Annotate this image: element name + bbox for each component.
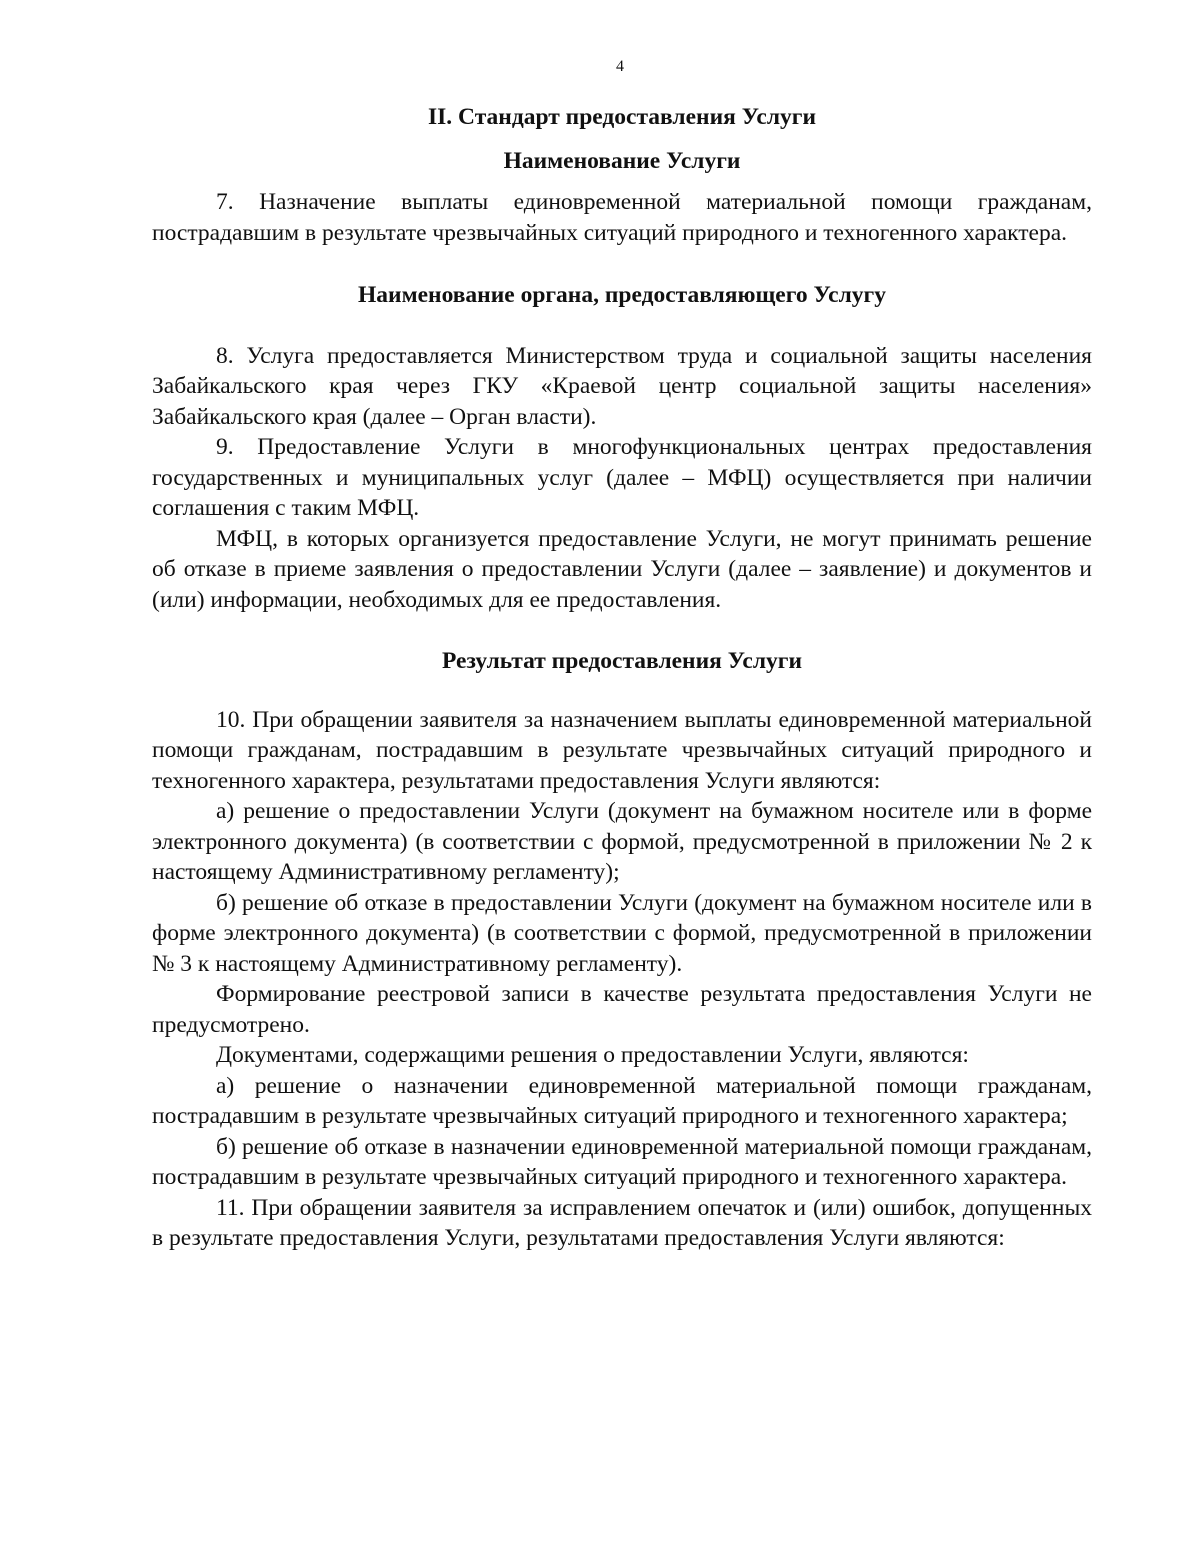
paragraph-8: 8. Услуга предоставляется Министерством труда и социальной защиты населения Забайкальского края через ГКУ «Краевой центр социальной защиты населения» Забайкальского края (далее – Орган власти). xyxy=(152,342,1092,430)
paragraph-10: 10. При обращении заявителя за назначением выплаты единовременной материальной помощи гражданам, пострадавшим в результате чрезвычайных ситуаций природного и техногенного характера, результатами предоставления Услуги являются: xyxy=(152,706,1092,794)
paragraph-documents-a: а) решение о назначении единовременной материальной помощи гражданам, пострадавшим в результате чрезвычайных ситуаций природного и техногенного характера; xyxy=(152,1072,1092,1129)
paragraph-10-b: б) решение об отказе в предоставлении Услуги (документ на бумажном носителе или в форме электронного документа) (в соответствии с формой, предусмотренной в приложении № 3 к настоящему Административному регламенту). xyxy=(152,889,1092,977)
subsection-heading-authority: Наименование органа, предоставляющего Услугу xyxy=(358,282,886,308)
subsection-heading-service-name: Наименование Услуги xyxy=(503,147,741,174)
paragraph-10-a: а) решение о предоставлении Услуги (документ на бумажном носителе или в форме электронного документа) (в соответствии с формой, предусмотренной в приложении № 2 к настоящему Административному регламенту); xyxy=(152,798,1092,885)
paragraph-7: 7. Назначение выплаты единовременной материальной помощи гражданам, пострадавшим в результате чрезвычайных ситуаций природного и техногенного характера. xyxy=(152,189,1092,246)
paragraph-mfc: МФЦ, в которых организуется предоставление Услуги, не могут принимать решение об отказе в приеме заявления о предоставлении Услуги (далее – заявление) и документов и (или) информации, необходимых для ее предоставления. xyxy=(152,525,1092,613)
section-title: II. Стандарт предоставления Услуги xyxy=(428,104,816,130)
page-number: 4 xyxy=(616,58,624,75)
paragraph-11: 11. При обращении заявителя за исправлением опечаток и (или) ошибок, допущенных в результате предоставления Услуги, результатами предоставления Услуги являются: xyxy=(152,1194,1092,1251)
paragraph-documents-b: б) решение об отказе в назначении единовременной материальной помощи гражданам, пострадавшим в результате чрезвычайных ситуаций природного и техногенного характера. xyxy=(152,1133,1092,1190)
paragraph-registry: Формирование реестровой записи в качестве результата предоставления Услуги не предусмотрено. xyxy=(152,981,1092,1038)
paragraph-documents: Документами, содержащими решения о предоставлении Услуги, являются: xyxy=(216,1042,969,1068)
subsection-heading-result: Результат предоставления Услуги xyxy=(441,648,803,674)
paragraph-9: 9. Предоставление Услуги в многофункциональных центрах предоставления государственных и муниципальных услуг (далее – МФЦ) осуществляется при наличии соглашения с таким МФЦ. xyxy=(152,434,1092,521)
document-body xyxy=(152,100,1092,1254)
